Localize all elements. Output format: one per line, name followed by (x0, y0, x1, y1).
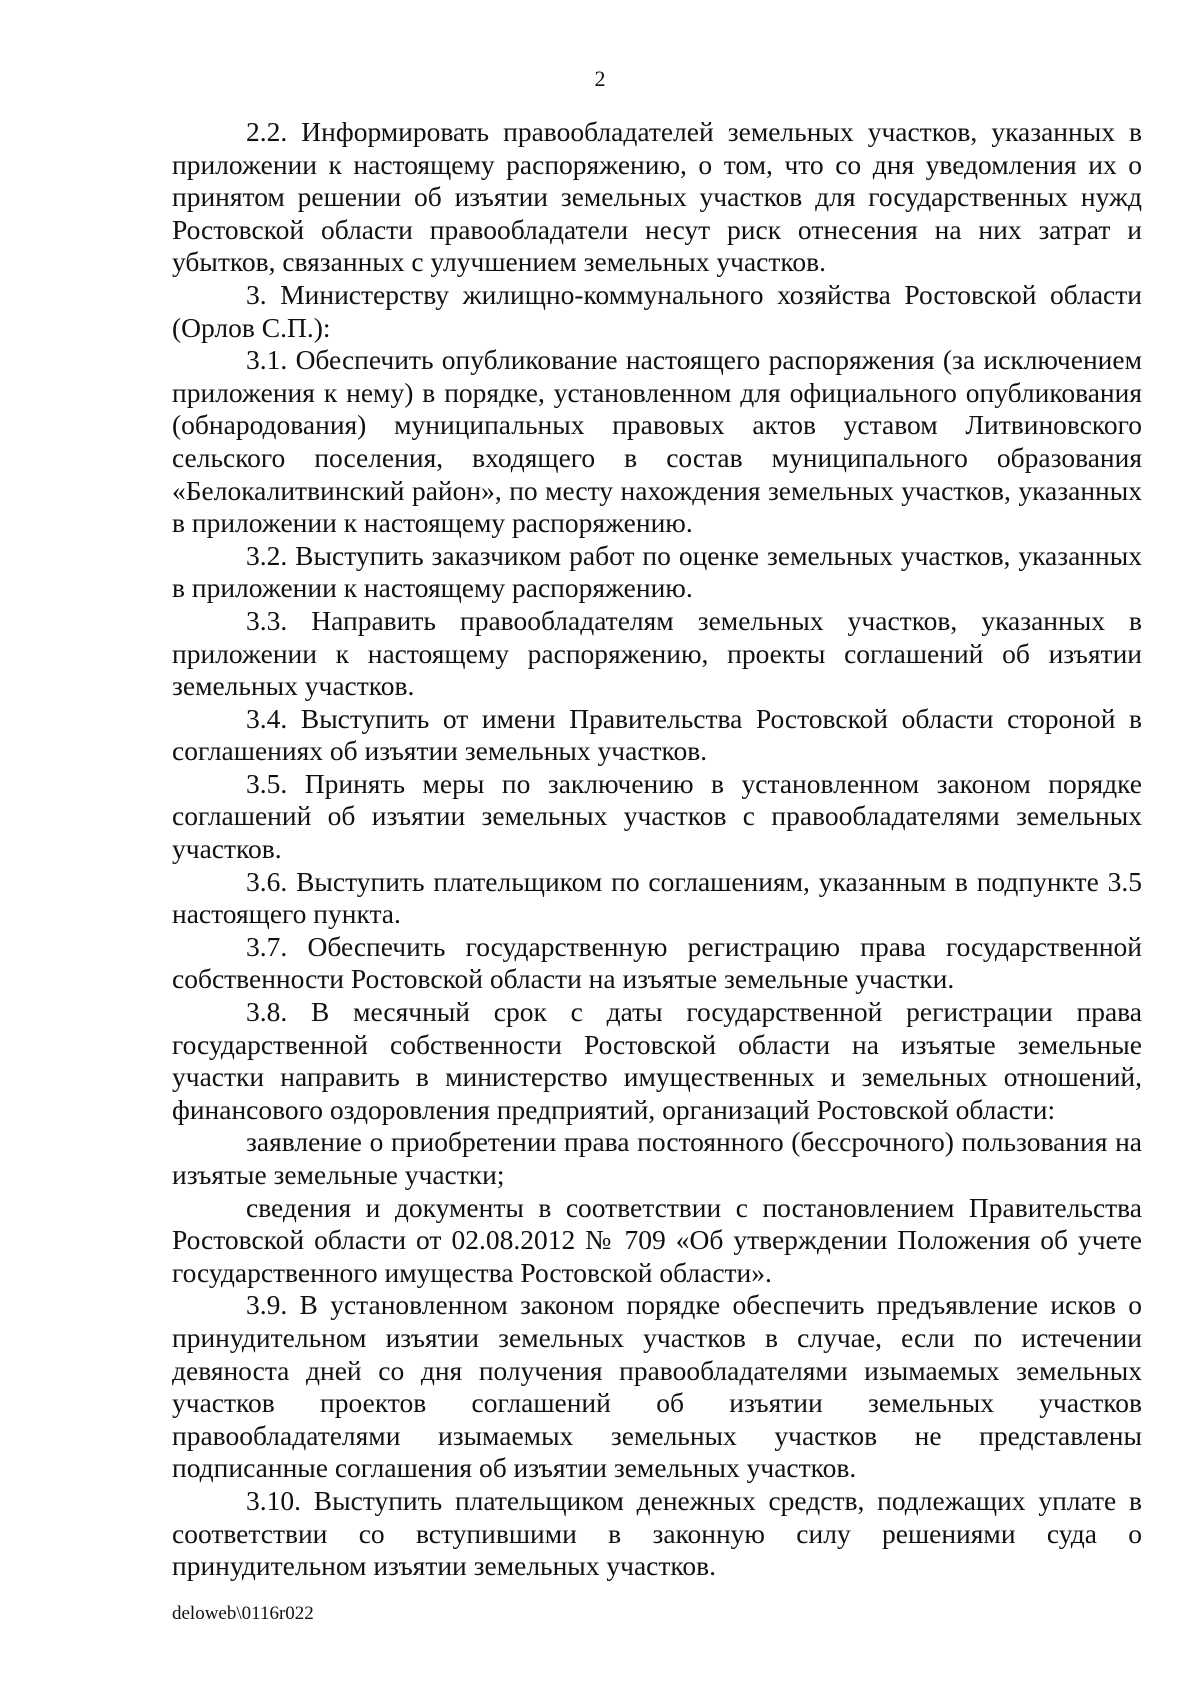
paragraph-3-8-item-1: заявление о приобретении права постоянного (бессрочного) пользования на изъятые земельные участки; (172, 1126, 1142, 1190)
paragraph-3: 3. Министерству жилищно-коммунального хозяйства Ростовской области (Орлов С.П.): (172, 278, 1142, 343)
paragraph-3-1: 3.1. Обеспечить опубликование настоящего распоряжения (за исключением приложения к нему) в порядке, установленном для официального опубликования (обнародования) муниципальных правовых актов уставом Литвиновского сельского поселения, входящего в состав муниципального образования «Белокалитвинский район», по месту нахождения земельных участков, указанных в приложении к настоящему распоряжению. (172, 344, 1142, 539)
paragraph-3-2: 3.2. Выступить заказчиком работ по оценке земельных участков, указанных в приложении к настоящему распоряжению. (172, 539, 1142, 604)
paragraph-3-8: 3.8. В месячный срок с даты государственной регистрации права государственной собственности Ростовской области на изъятые земельные участки направить в министерство имущественных и земельных отношений, финансового оздоровления предприятий, организаций Ростовской области: (172, 996, 1142, 1125)
paragraph-3-10: 3.10. Выступить плательщиком денежных средств, подлежащих уплате в соответствии со вступившими в законную силу решениями суда о принудительном изъятии земельных участков. (172, 1484, 1142, 1582)
paragraph-3-8-item-2: сведения и документы в соответствии с постановлением Правительства Ростовской области от 02.08.2012 № 709 «Об утверждении Положения об учете государственного имущества Ростовской области». (172, 1191, 1142, 1288)
document-body (172, 116, 1142, 1583)
paragraph-3-4: 3.4. Выступить от имени Правительства Ростовской области стороной в соглашениях об изъятии земельных участков. (172, 702, 1142, 767)
paragraph-3-3: 3.3. Направить правообладателям земельных участков, указанных в приложении к настоящему распоряжению, проекты соглашений об изъятии земельных участков. (172, 604, 1142, 702)
paragraph-2-2: 2.2. Информировать правообладателей земельных участков, указанных в приложении к настоящему распоряжению, о том, что со дня уведомления их о принятом решении об изъятии земельных участков для государственных нужд Ростовской области правообладатели несут риск отнесения на них затрат и убытков, связанных с улучшением земельных участков. (172, 116, 1142, 278)
paragraph-3-6: 3.6. Выступить плательщиком по соглашениям, указанным в подпункте 3.5 настоящего пункта. (172, 865, 1142, 930)
footer-document-code: deloweb\0116r022 (172, 1603, 314, 1624)
paragraph-3-9: 3.9. В установленном законом порядке обеспечить предъявление исков о принудительном изъятии земельных участков в случае, если по истечении девяноста дней со дня получения правообладателями изымаемых земельных участков проектов соглашений об изъятии земельных участков правообладателями изымаемых земельных участков не представлены подписанные соглашения об изъятии земельных участков. (172, 1289, 1142, 1484)
page-number: 2 (594, 66, 606, 91)
paragraph-3-7: 3.7. Обеспечить государственную регистрацию права государственной собственности Ростовской области на изъятые земельные участки. (172, 930, 1142, 995)
paragraph-3-5: 3.5. Принять меры по заключению в установленном законом порядке соглашений об изъятии земельных участков с правообладателями земельных участков. (172, 767, 1142, 865)
